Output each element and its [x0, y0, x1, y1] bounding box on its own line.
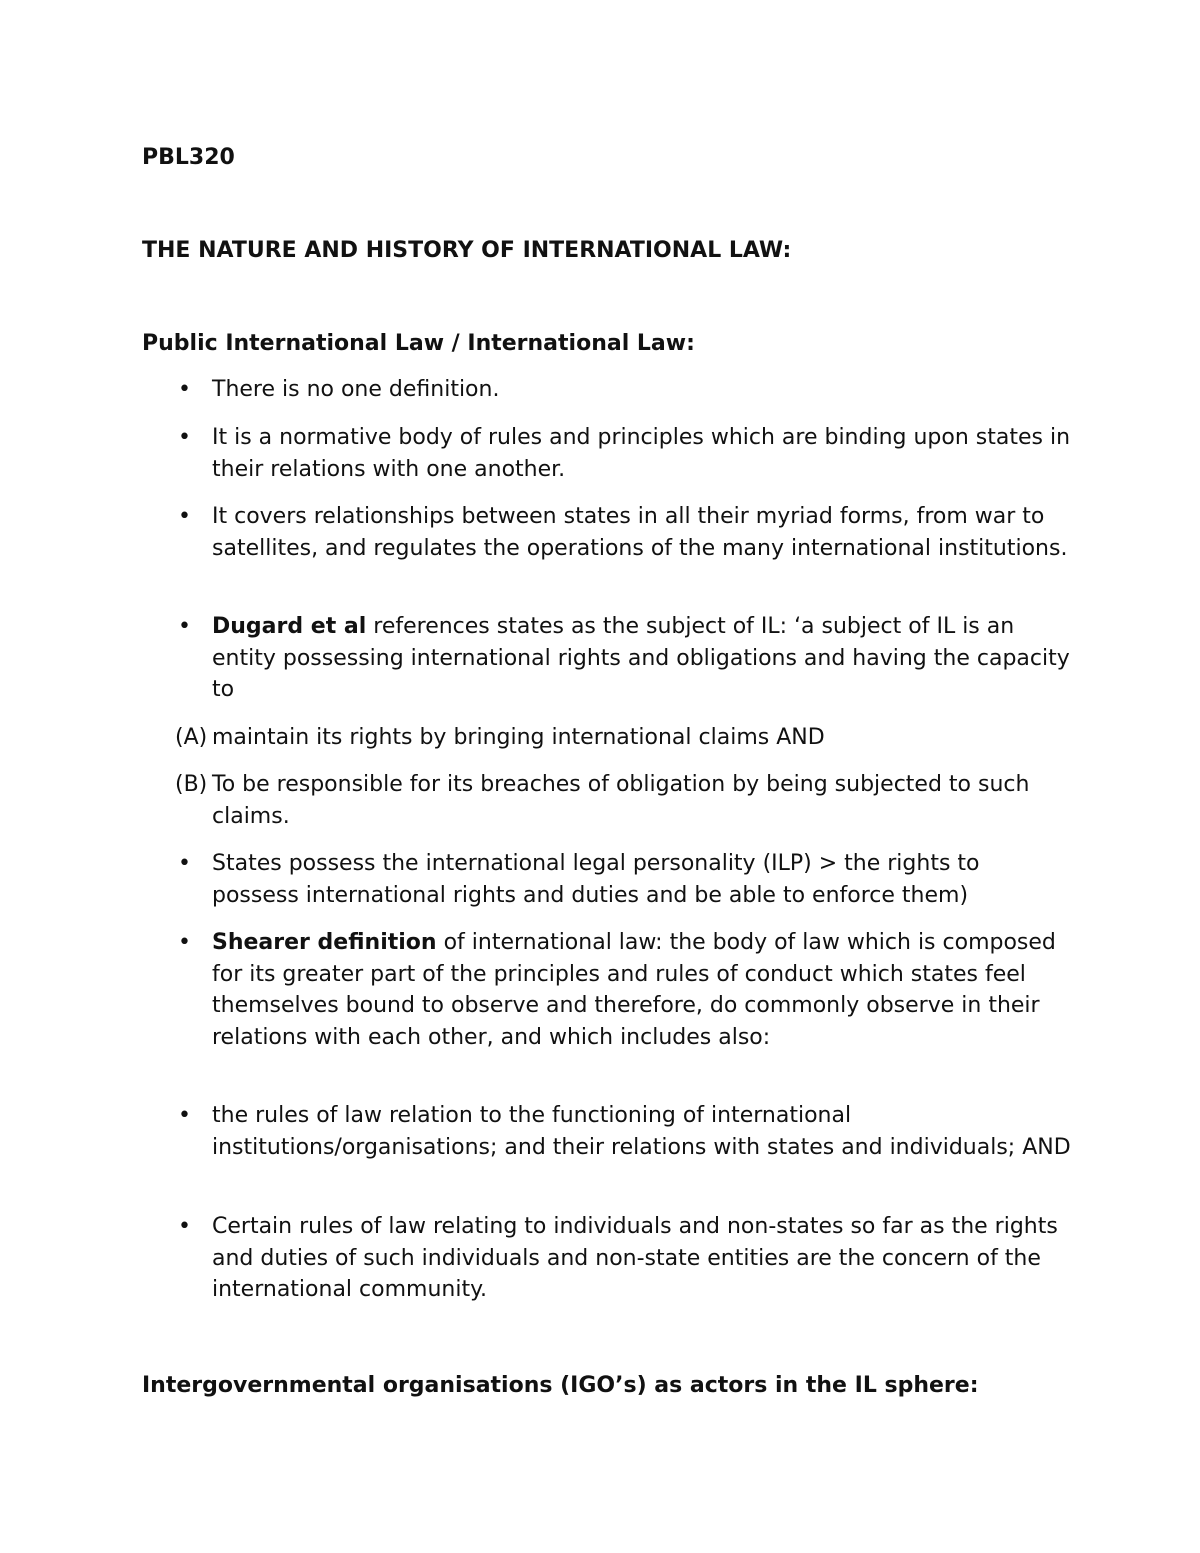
bullet-marker: •	[178, 1103, 191, 1128]
list-item-text: of international law: the body of law which is composed for its greater part of the principles and rules of conduct which states feel themselves bound to observe and therefore, do commonly observe in their relations with each other, and which includes also:	[212, 930, 1056, 1050]
list-item	[178, 848, 1072, 911]
list-item-text: There is no one definition.	[212, 377, 500, 402]
author-reference: Dugard et al	[212, 614, 367, 639]
list-item-text: It covers relationships between states in all their myriad forms, from war to satellites, and regulates the operations of the many international institutions.	[212, 504, 1068, 561]
list-item-text: States possess the international legal personality (ILP) > the rights to possess international rights and duties and be able to enforce them)	[212, 851, 980, 908]
list-item-text: references states as the subject of IL: ‘a subject of IL is an entity possessing international rights and obligations and having the capacity to	[212, 614, 1070, 702]
list-item	[178, 611, 1072, 706]
bullet-marker: •	[178, 377, 191, 402]
bullet-marker: •	[178, 930, 191, 955]
author-reference: Shearer definition	[212, 930, 437, 955]
section-heading-igos: Intergovernmental organisations (IGO’s) as actors in the IL sphere:	[142, 1373, 979, 1398]
list-item-text: the rules of law relation to the functioning of international institutions/organisations; and their relations with states and individuals; AND	[212, 1103, 1071, 1160]
bullet-marker: •	[178, 504, 191, 529]
list-item-text: To be responsible for its breaches of obligation by being subjected to such claims.	[212, 772, 1030, 829]
list-item	[178, 1100, 1072, 1163]
list-item	[178, 927, 1072, 1053]
list-item	[178, 1211, 1072, 1306]
bullet-marker: •	[178, 1214, 191, 1239]
list-item	[175, 722, 1072, 754]
bullet-marker: •	[178, 851, 191, 876]
letter-marker: (A)	[175, 725, 208, 750]
section-heading-public-international-law: Public International Law / International Law:	[142, 331, 695, 356]
bullet-marker: •	[178, 614, 191, 639]
course-code: PBL320	[142, 145, 235, 170]
letter-marker: (B)	[175, 772, 208, 797]
list-item	[175, 769, 1072, 832]
list-item	[178, 501, 1072, 564]
chapter-title: THE NATURE AND HISTORY OF INTERNATIONAL LAW:	[142, 238, 792, 263]
list-item-text: It is a normative body of rules and principles which are binding upon states in their relations with one another.	[212, 425, 1071, 482]
bullet-marker: •	[178, 425, 191, 450]
list-item-text: Certain rules of law relating to individuals and non-states so far as the rights and duties of such individuals and non-state entities are the concern of the international community.	[212, 1214, 1058, 1302]
list-item	[178, 422, 1072, 485]
list-item	[178, 374, 1072, 406]
list-item-text: maintain its rights by bringing international claims AND	[212, 725, 825, 750]
